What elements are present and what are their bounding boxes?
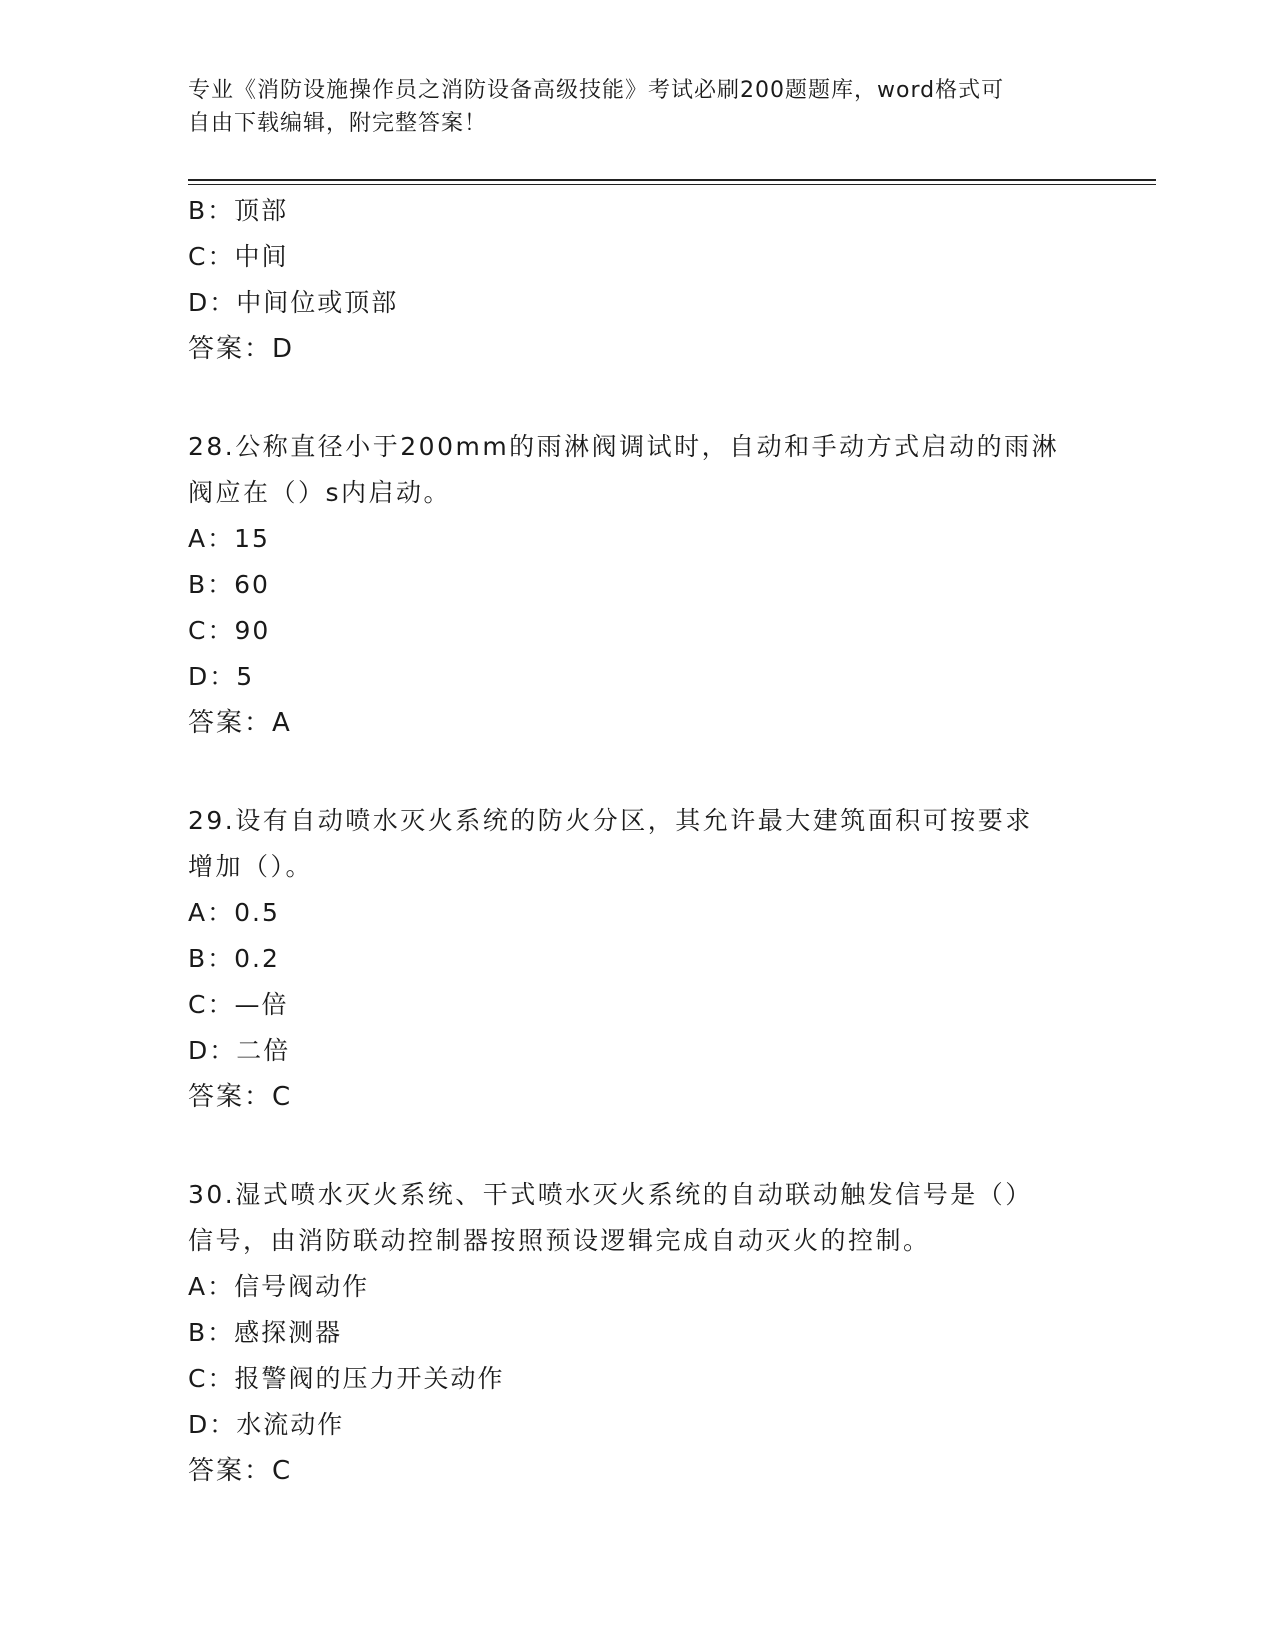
option-b (188, 1310, 1088, 1356)
option-text: 二倍 (236, 1036, 291, 1065)
option-letter: A： (188, 1272, 235, 1301)
option-d (188, 1028, 1088, 1074)
option-a (188, 1264, 1088, 1310)
option-text: —倍 (234, 990, 289, 1019)
question-stem-line-2: 阀应在（）s内启动。 (188, 478, 452, 507)
option-letter: D： (188, 1410, 237, 1439)
option-c (188, 1356, 1088, 1402)
question-stem-line-1: 30.湿式喷水灭火系统、干式喷水灭火系统的自动联动触发信号是（） (188, 1180, 1033, 1209)
option-text: 0.5 (234, 898, 280, 927)
option-text: 15 (234, 524, 270, 553)
option-letter: C： (188, 242, 235, 271)
option-letter: D： (188, 288, 237, 317)
option-c (188, 234, 1088, 280)
option-text: 水流动作 (236, 1410, 345, 1439)
option-letter: A： (188, 898, 235, 927)
option-text: 信号阀动作 (234, 1272, 370, 1301)
option-a (188, 890, 1088, 936)
question-28 (188, 424, 1088, 746)
option-letter: C： (188, 990, 235, 1019)
option-b (188, 562, 1088, 608)
option-letter: D： (188, 662, 237, 691)
document-header (188, 74, 1088, 140)
question-29 (188, 798, 1088, 1120)
option-letter: A： (188, 524, 235, 553)
option-d (188, 1402, 1088, 1448)
option-text: 报警阀的压力开关动作 (234, 1364, 505, 1393)
option-letter: D： (188, 1036, 237, 1065)
header-line-1: 专业《消防设施操作员之消防设备高级技能》考试必刷200题题库，word格式可 (188, 78, 1005, 103)
option-text: 中间位或顶部 (236, 288, 399, 317)
option-letter: B： (188, 196, 235, 225)
header-divider-thick (188, 179, 1156, 181)
question-list (188, 188, 1088, 1494)
option-d (188, 280, 1088, 326)
option-letter: C： (188, 616, 235, 645)
question-stem-line-2: 信号，由消防联动控制器按照预设逻辑完成自动灭火的控制。 (188, 1226, 931, 1255)
option-letter: B： (188, 944, 235, 973)
option-letter: B： (188, 1318, 235, 1347)
option-text: 60 (234, 570, 270, 599)
option-text: 90 (234, 616, 271, 645)
option-text: 顶部 (234, 196, 289, 225)
question-stem-line-1: 28.公称直径小于200mm的雨淋阀调试时，自动和手动方式启动的雨淋 (188, 432, 1060, 461)
question-30 (188, 1172, 1088, 1494)
answer-line: 答案：C (188, 1456, 293, 1486)
option-d (188, 654, 1088, 700)
option-text: 5 (236, 662, 255, 691)
answer-line: 答案：D (188, 334, 295, 364)
option-text: 感探测器 (234, 1318, 343, 1347)
option-c (188, 982, 1088, 1028)
option-text: 中间 (234, 242, 289, 271)
option-letter: C： (188, 1364, 235, 1393)
question-stem-line-1: 29.设有自动喷水灭火系统的防火分区，其允许最大建筑面积可按要求 (188, 806, 1033, 835)
answer-line: 答案：A (188, 708, 292, 738)
option-b (188, 936, 1088, 982)
question-stem-line-2: 增加（）。 (188, 852, 314, 881)
header-divider-thin (188, 184, 1156, 185)
header-line-2: 自由下载编辑，附完整答案！ (188, 111, 488, 136)
question-27-continuation (188, 188, 1088, 372)
answer-line: 答案：C (188, 1082, 293, 1112)
option-text: 0.2 (234, 944, 280, 973)
option-b (188, 188, 1088, 234)
option-letter: B： (188, 570, 235, 599)
option-a (188, 516, 1088, 562)
option-c (188, 608, 1088, 654)
